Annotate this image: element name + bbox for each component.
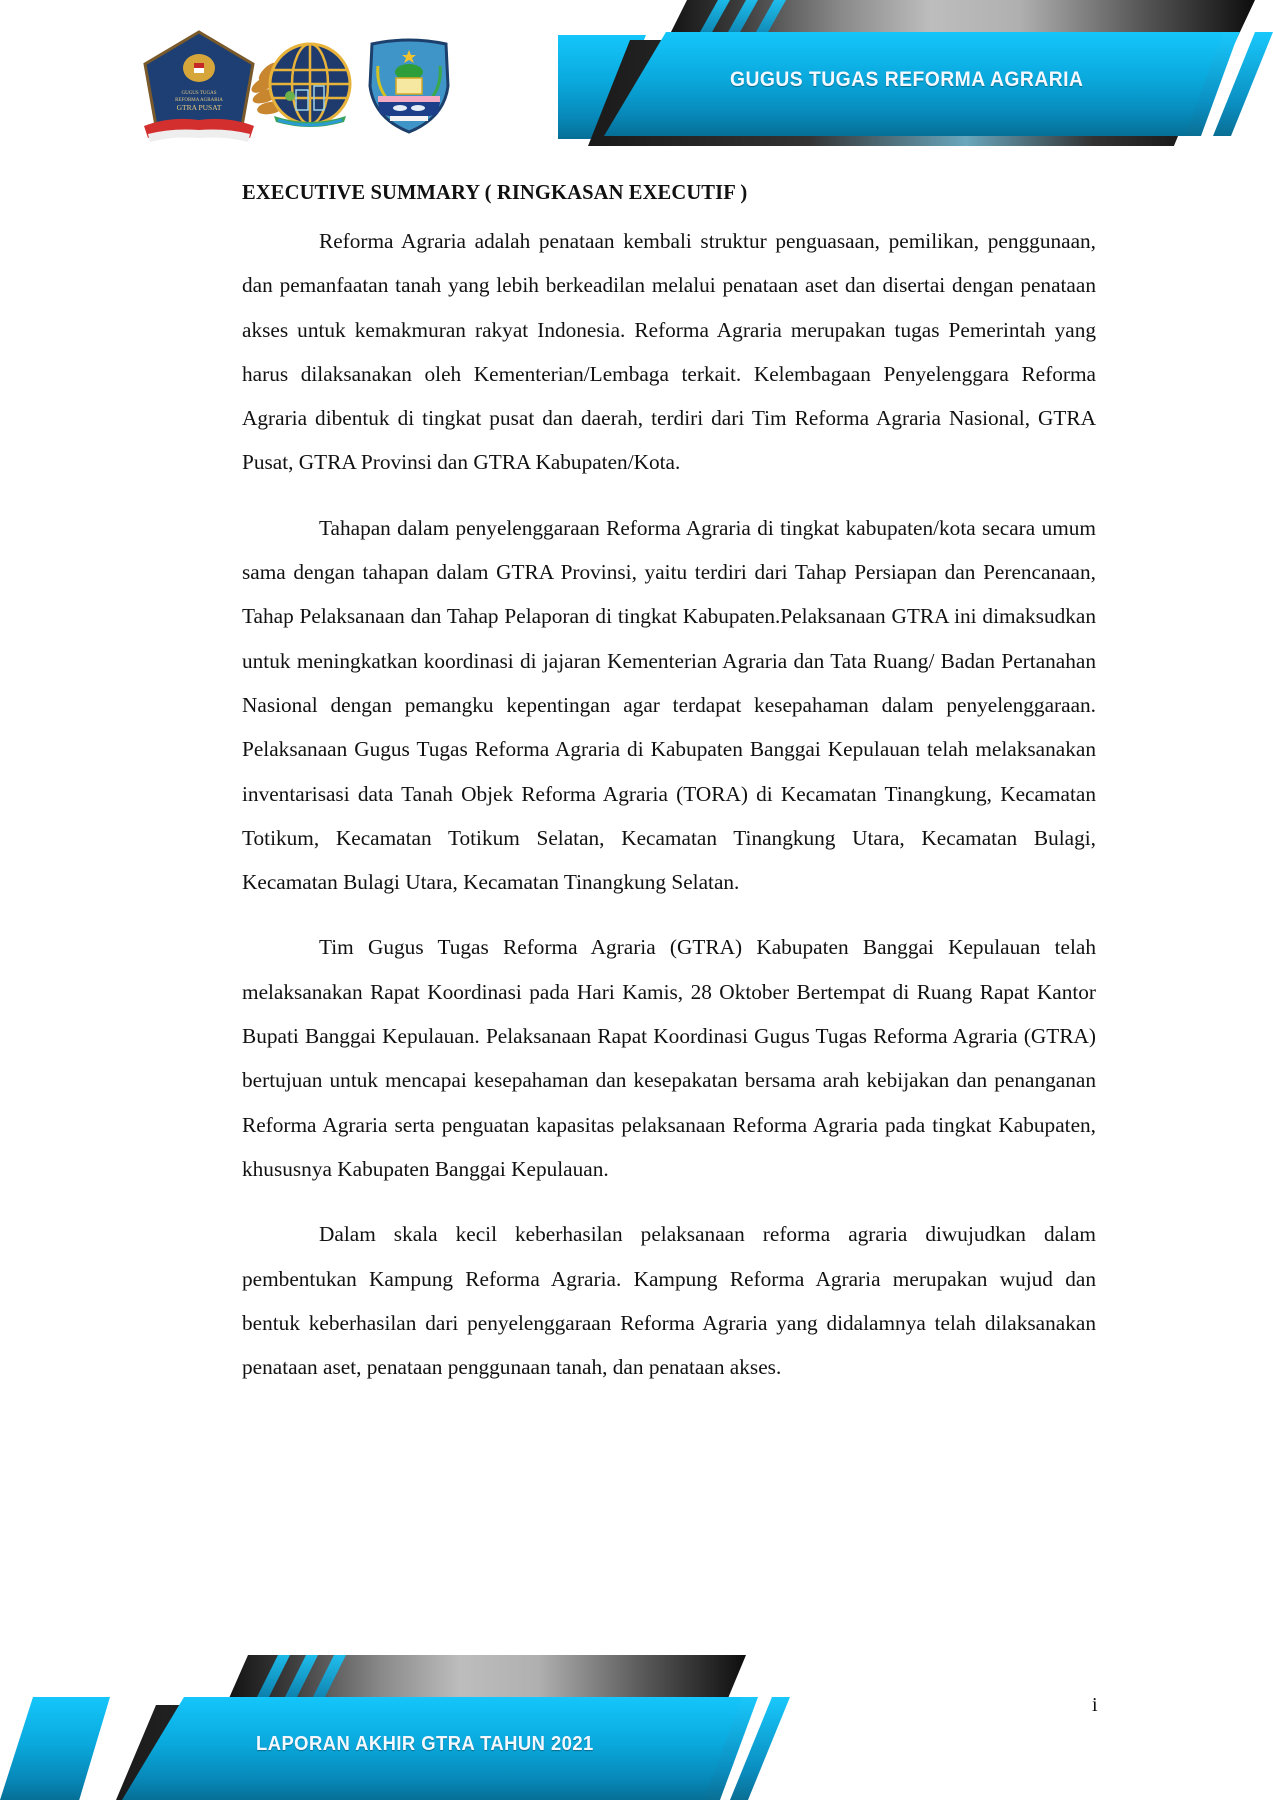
- gtra-pusat-logo: [140, 30, 258, 145]
- footer-title: LAPORAN AKHIR GTRA TAHUN 2021: [256, 1733, 594, 1755]
- paragraph-2: Tahapan dalam penyelenggaraan Reforma Agraria di tingkat kabupaten/kota secara umum sama dengan tahapan dalam GTRA Provinsi, yaitu terdiri dari Tahap Persiapan dan Perencanaan, Tahap Pelaksanaan dan Tahap Pelaporan di tingkat Kabupaten.Pelaksanaan GTRA ini dimaksudkan untuk meningkatkan koordinasi di jajaran Kementerian Agraria dan Tata Ruang/ Badan Pertanahan Nasional dengan pemangku kepentingan agar terdapat kesepahaman dalam penyelenggaraan. Pelaksanaan Gugus Tugas Reforma Agraria di Kabupaten Banggai Kepulauan telah melaksanakan inventarisasi data Tanah Objek Reforma Agraria (TORA) di Kecamatan Tinangkung, Kecamatan Totikum, Kecamatan Totikum Selatan, Kecamatan Tinangkung Utara, Kecamatan Bulagi, Kecamatan Bulagi Utara, Kecamatan Tinangkung Selatan.: [242, 515, 1096, 895]
- paragraph-4: Dalam skala kecil keberhasilan pelaksanaan reforma agraria diwujudkan dalam pembentukan Kampung Reforma Agraria. Kampung Reforma Agraria merupakan wujud dan bentuk keberhasilan dari penyelenggaraan Reforma Agraria yang didalamnya telah dilaksanakan penataan aset, penataan penggunaan tanah, dan penataan akses.: [242, 1222, 1096, 1380]
- document-body: [242, 180, 1096, 1410]
- svg-text:GUGUS TUGAS: GUGUS TUGAS: [181, 91, 217, 96]
- page-title: EXECUTIVE SUMMARY ( RINGKASAN EXECUTIF ): [242, 180, 748, 204]
- svg-text:REFORMA AGRARIA: REFORMA AGRARIA: [175, 98, 223, 103]
- page-number: i: [1092, 1694, 1098, 1716]
- paragraph-3: Tim Gugus Tugas Reforma Agraria (GTRA) Kabupaten Banggai Kepulauan telah melaksanakan Rapat Koordinasi pada Hari Kamis, 28 Oktober Bertempat di Ruang Rapat Kantor Bupati Banggai Kepulauan. Pelaksanaan Rapat Koordinasi Gugus Tugas Reforma Agraria (GTRA) bertujuan untuk mencapai kesepahaman dan kesepakatan bersama arah kebijakan dan penanganan Reforma Agraria serta penguatan kapasitas pelaksanaan Reforma Agraria pada tingkat Kabupaten, khususnya Kabupaten Banggai Kepulauan.: [242, 935, 1096, 1181]
- garuda-icon: [183, 54, 215, 82]
- svg-text:GTRA PUSAT: GTRA PUSAT: [176, 103, 222, 112]
- footer-left-tab: [0, 1697, 110, 1800]
- banggai-kepulauan-emblem: [364, 36, 454, 136]
- paragraph-1: Reforma Agraria adalah penataan kembali struktur penguasaan, pemilikan, penggunaan, dan pemanfaatan tanah yang lebih berkeadilan melalui penataan aset dan disertai dengan penataan akses untuk kemakmuran rakyat Indonesia. Reforma Agraria merupakan tugas Pemerintah yang harus dilaksanakan oleh Kementerian/Lembaga terkait. Kelembagaan Penyelenggara Reforma Agraria dibentuk di tingkat pusat dan daerah, terdiri dari Tim Reforma Agraria Nasional, GTRA Pusat, GTRA Provinsi dan GTRA Kabupaten/Kota.: [242, 229, 1096, 475]
- header-title: GUGUS TUGAS REFORMA AGRARIA: [730, 68, 1084, 91]
- atr-bpn-logo: [248, 32, 360, 136]
- footer-banner: [0, 1655, 1273, 1800]
